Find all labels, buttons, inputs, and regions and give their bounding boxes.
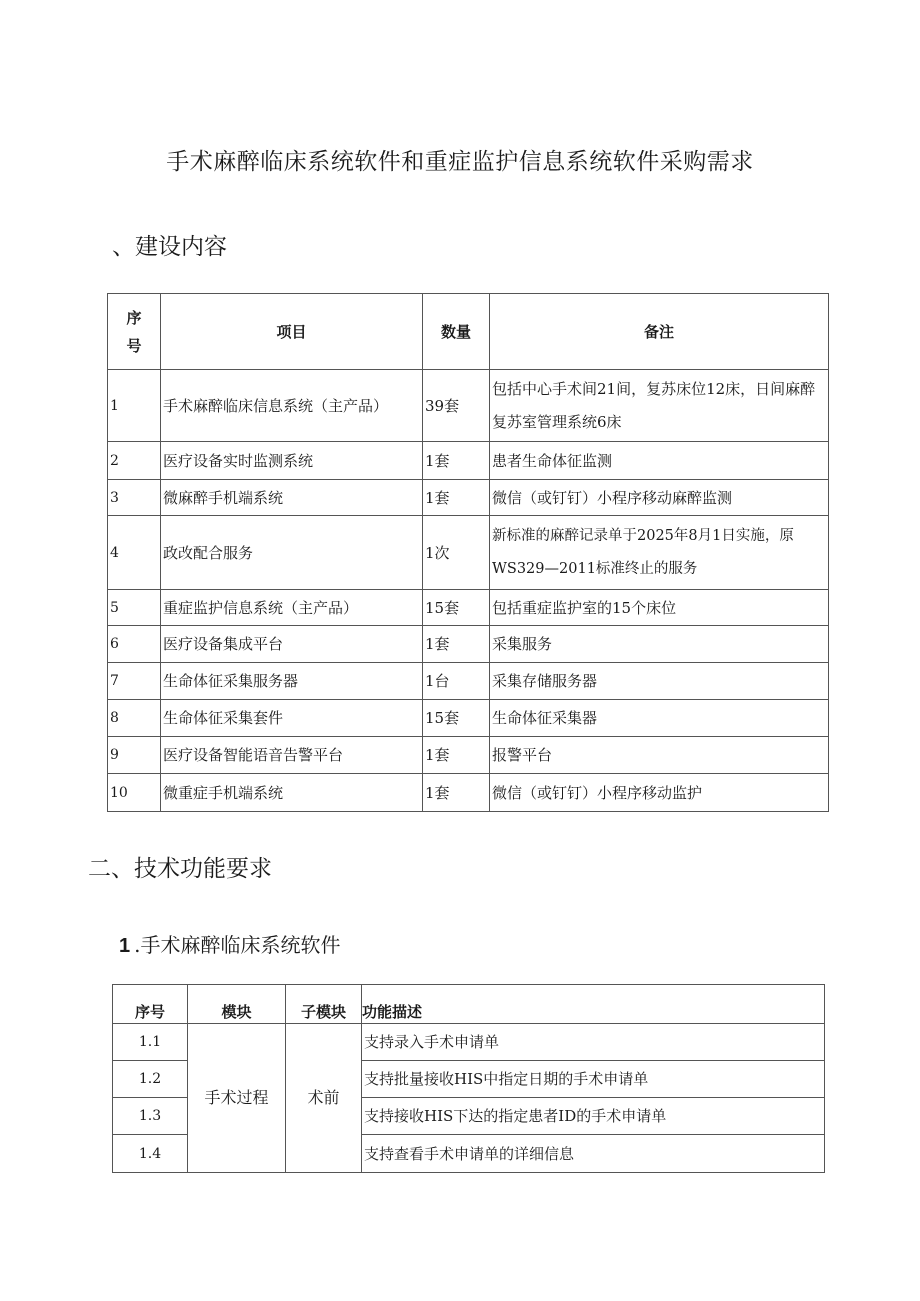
construction-table: [107, 293, 829, 812]
row-note: 患者生命体征监测: [490, 442, 829, 480]
row-seq: 3: [108, 480, 161, 516]
section-heading-technical: 二、技术功能要求: [88, 856, 272, 882]
row-item: 医疗设备集成平台: [161, 626, 423, 663]
row-qty: 1次: [423, 516, 490, 590]
header-seq: [108, 294, 161, 370]
header-note: 备注: [490, 294, 829, 370]
row-seq: 7: [108, 663, 161, 700]
row-seq: 2: [108, 442, 161, 480]
header-desc: 功能描述: [362, 985, 825, 1024]
row-seq: 1: [108, 370, 161, 442]
table-row: [108, 442, 829, 480]
function-table-header: [113, 985, 825, 1024]
row-seq: 10: [108, 774, 161, 812]
table-row: [108, 370, 829, 442]
subsection-number: 1: [119, 935, 131, 957]
row-note: 包括中心手术间21间，复苏床位12床，日间麻醉复苏室管理系统6床: [490, 370, 829, 442]
row-desc: 支持批量接收HIS中指定日期的手术申请单: [362, 1061, 825, 1098]
row-note: 微信（或钉钉）小程序移动麻醉监测: [490, 480, 829, 516]
row-qty: 1套: [423, 737, 490, 774]
header-seq-label: 序号: [126, 308, 142, 355]
row-seq: 1.3: [113, 1098, 188, 1135]
table-row: [113, 1024, 825, 1061]
row-item: 手术麻醉临床信息系统（主产品）: [161, 370, 423, 442]
row-note: 生命体征采集器: [490, 700, 829, 737]
function-table: [112, 984, 825, 1173]
header-seq: 序号: [113, 985, 188, 1024]
row-note: 采集存储服务器: [490, 663, 829, 700]
row-note: 包括重症监护室的15个床位: [490, 590, 829, 626]
row-item: 微麻醉手机端系统: [161, 480, 423, 516]
row-item: 医疗设备实时监测系统: [161, 442, 423, 480]
table-row: [108, 700, 829, 737]
subsection-title: .手术麻醉临床系统软件: [134, 933, 341, 957]
row-item: 生命体征采集服务器: [161, 663, 423, 700]
row-seq: 1.2: [113, 1061, 188, 1098]
row-qty: 15套: [423, 700, 490, 737]
row-seq: 9: [108, 737, 161, 774]
row-desc: 支持接收HIS下达的指定患者ID的手术申请单: [362, 1098, 825, 1135]
row-desc: 支持查看手术申请单的详细信息: [362, 1135, 825, 1173]
row-desc: 支持录入手术申请单: [362, 1024, 825, 1061]
section-heading-construction: 、建设内容: [112, 234, 227, 260]
row-qty: 1套: [423, 626, 490, 663]
table-row: [108, 590, 829, 626]
row-item: 政改配合服务: [161, 516, 423, 590]
row-note: 新标准的麻醉记录单于2025年8月1日实施，原WS329—2011标准终止的服务: [490, 516, 829, 590]
header-qty: 数量: [423, 294, 490, 370]
row-note: 采集服务: [490, 626, 829, 663]
header-module: 模块: [188, 985, 286, 1024]
row-qty: 39套: [423, 370, 490, 442]
table-row: [108, 737, 829, 774]
row-qty: 1套: [423, 774, 490, 812]
submodule-cell: 术前: [286, 1024, 362, 1173]
row-seq: 1.1: [113, 1024, 188, 1061]
module-cell: 手术过程: [188, 1024, 286, 1173]
row-qty: 1台: [423, 663, 490, 700]
row-item: 医疗设备智能语音告警平台: [161, 737, 423, 774]
row-seq: 6: [108, 626, 161, 663]
row-qty: 1套: [423, 442, 490, 480]
row-seq: 8: [108, 700, 161, 737]
table-row: [108, 774, 829, 812]
document-title: 手术麻醉临床系统软件和重症监护信息系统软件采购需求: [166, 149, 754, 175]
construction-table-header: [108, 294, 829, 370]
subsection-heading: [119, 929, 340, 958]
row-note: 微信（或钉钉）小程序移动监护: [490, 774, 829, 812]
row-item: 生命体征采集套件: [161, 700, 423, 737]
header-item: 项目: [161, 294, 423, 370]
row-seq: 4: [108, 516, 161, 590]
row-item: 微重症手机端系统: [161, 774, 423, 812]
row-item: 重症监护信息系统（主产品）: [161, 590, 423, 626]
row-seq: 5: [108, 590, 161, 626]
row-qty: 1套: [423, 480, 490, 516]
table-row: [108, 516, 829, 590]
header-submodule: 子模块: [286, 985, 362, 1024]
table-row: [108, 480, 829, 516]
row-seq: 1.4: [113, 1135, 188, 1173]
row-qty: 15套: [423, 590, 490, 626]
row-note: 报警平台: [490, 737, 829, 774]
table-row: [108, 663, 829, 700]
table-row: [108, 626, 829, 663]
